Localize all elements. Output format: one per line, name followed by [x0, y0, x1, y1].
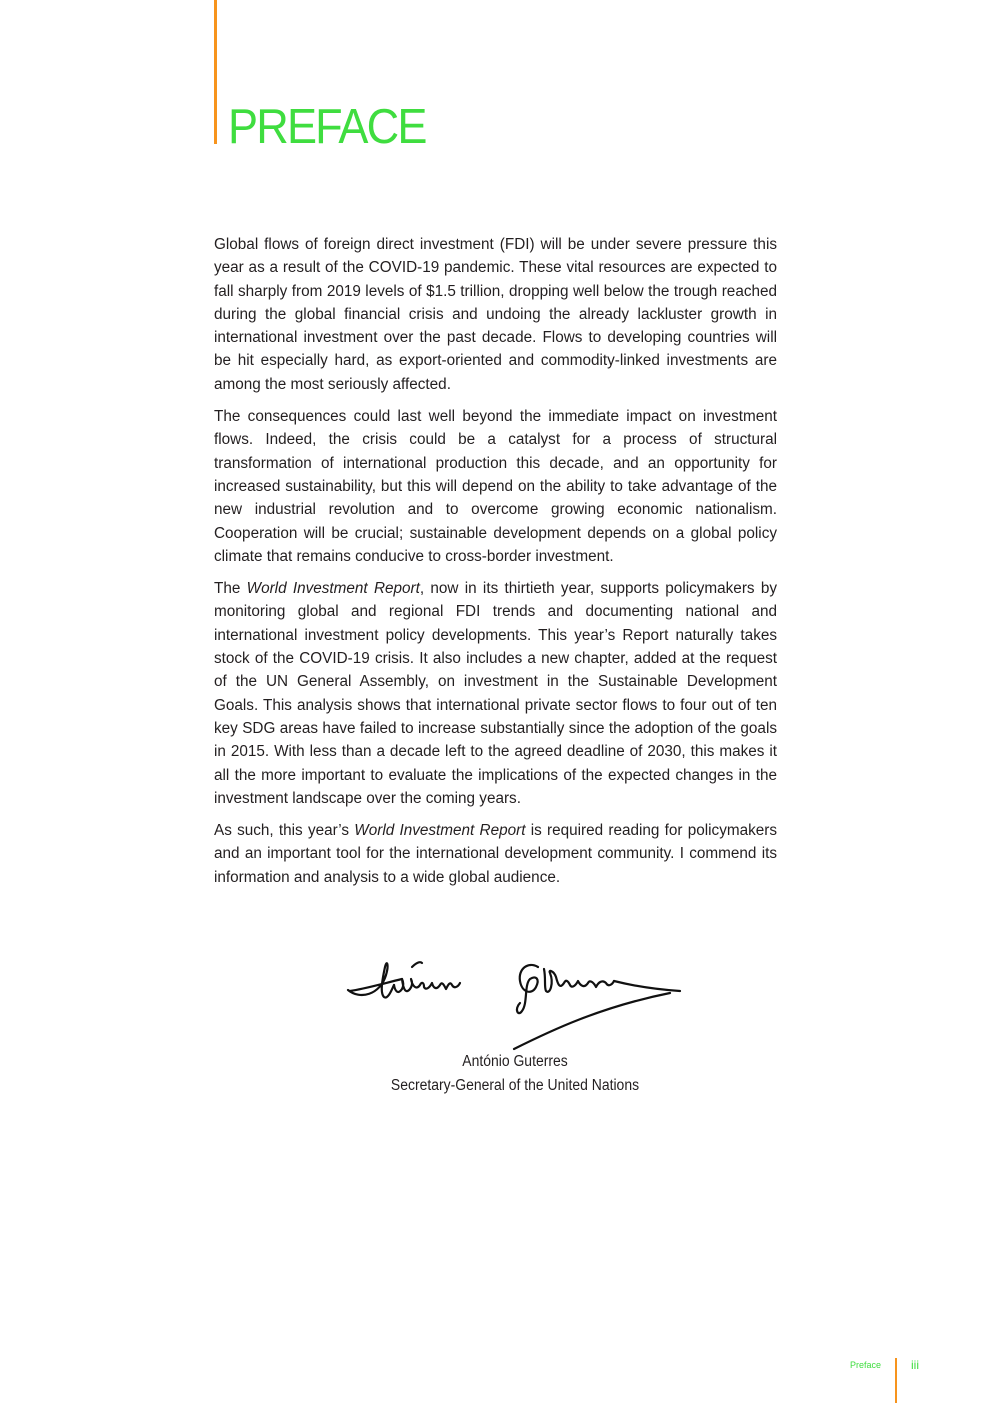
signatory-name: António Guterres [462, 1053, 568, 1070]
paragraph-1: Global flows of foreign direct investment (FDI) will be under severe pressure this year as a result of the COVID-19 pandemic. These vital resources are expected to fall sharply from 2019 levels of $1.5 trillion, dropping well below the trough reached during the global financial crisis and undoing the already lackluster growth in international investment over the past decade. Flows to developing countries will be hit especially hard, as export-oriented and commodity-linked investments are among the most seriously affected. [214, 236, 777, 393]
footer-section-label: Preface [850, 1360, 882, 1370]
footer-divider [895, 1358, 897, 1403]
page-number: iii [911, 1358, 919, 1372]
paragraph-2: The consequences could last well beyond the immediate impact on investment flows. Indeed, the crisis could be a catalyst for a process of structural transformation of international production this decade, and an opportunity for increased sustainability, but this will depend on the ability to take advantage of the new industrial revolution and to overcome growing economic nationalism. Cooperation will be crucial; sustainable development depends on a global policy climate that remains conducive to cross-border investment. [214, 408, 777, 565]
paragraph-4-lead: As such, this year’s [214, 822, 355, 840]
signatory-title: Secretary-General of the United Nations [390, 1077, 640, 1094]
paragraph-3 [214, 577, 777, 810]
paragraph-4-rest: is required reading for policymakers and an important tool for the international development community. I commend its information and analysis to a wide global audience. [214, 822, 777, 886]
paragraph-4 [214, 819, 777, 889]
page-title: PREFACE [228, 100, 426, 154]
preface-body [214, 233, 777, 898]
paragraph-3-rest: , now in its thirtieth year, supports policymakers by monitoring global and regional FDI trends and documenting national and international investment policy developments. This year’s Report naturally takes stock of the COVID-19 crisis. It also includes a new chapter, added at the request of the UN General Assembly, on investment in the Sustainable Development Goals. This analysis shows that international private sector flows to four out of ten key SDG areas have failed to increase substantially since the adoption of the goals in 2015. With less than a decade left to the agreed deadline of 2030, this makes it all the more important to evaluate the implications of the expected changes in the investment landscape over the coming years. [214, 580, 777, 807]
signatory-block [340, 1050, 690, 1098]
handwritten-signature [340, 945, 690, 1055]
paragraph-3-lead: The [214, 580, 247, 598]
report-title-italic: World Investment Report [354, 822, 526, 840]
title-accent-bar [214, 0, 217, 144]
report-title-italic: World Investment Report [246, 580, 420, 598]
